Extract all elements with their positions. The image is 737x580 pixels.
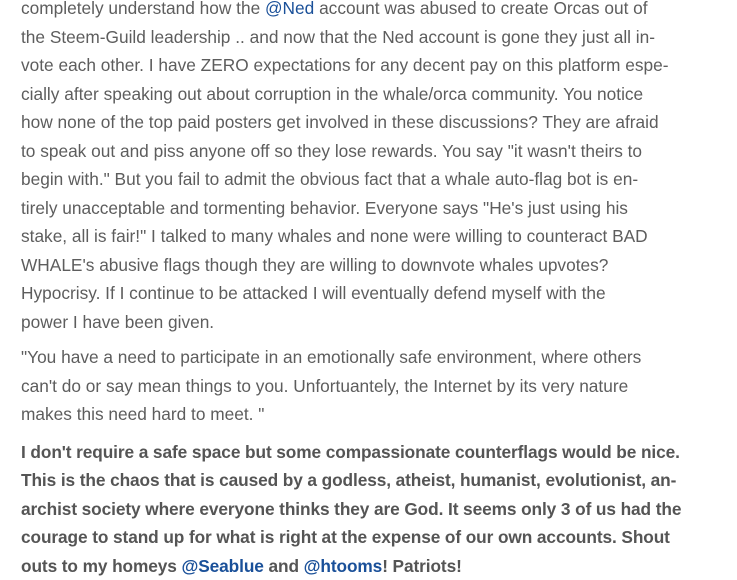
text-run: how none of the top paid posters get involved in these discussions? They are afraid bbox=[21, 112, 659, 132]
text-line bbox=[21, 80, 721, 109]
text-run: and bbox=[264, 556, 304, 576]
text-run: courage to stand up for what is right at the expense of our own accounts. Shout bbox=[21, 527, 670, 547]
text-line bbox=[21, 108, 721, 137]
text-run: vote each other. I have ZERO expectations for any decent pay on this platform espe- bbox=[21, 55, 668, 75]
text-line bbox=[21, 552, 721, 580]
text-line bbox=[21, 137, 721, 166]
text-run: cially after speaking out about corruption in the whale/orca community. You notice bbox=[21, 84, 643, 104]
text-run: makes this need hard to meet. " bbox=[21, 404, 264, 424]
text-run: archist society where everyone thinks they are God. It seems only 3 of us had the bbox=[21, 499, 681, 519]
text-run: account was abused to create Orcas out of bbox=[314, 0, 647, 18]
text-run: outs to my homeys bbox=[21, 556, 181, 576]
text-line bbox=[21, 523, 721, 552]
scrollbar-track[interactable] bbox=[732, 0, 737, 579]
text-line bbox=[21, 51, 721, 80]
text-line bbox=[21, 372, 721, 401]
text-line bbox=[21, 0, 721, 23]
text-run: the Steem-Guild leadership .. and now that the Ned account is gone they just all in- bbox=[21, 27, 655, 47]
mention-link-ned[interactable]: @Ned bbox=[265, 0, 314, 18]
text-run: This is the chaos that is caused by a godless, atheist, humanist, evolutionist, an- bbox=[21, 470, 676, 490]
text-line bbox=[21, 308, 721, 337]
paragraph-3-bold bbox=[21, 438, 721, 580]
text-line bbox=[21, 165, 721, 194]
text-run: ! Patriots! bbox=[382, 556, 462, 576]
text-run: begin with." But you fail to admit the obvious fact that a whale auto-flag bot is en- bbox=[21, 169, 638, 189]
post-body bbox=[21, 0, 721, 580]
text-run: completely understand how the bbox=[21, 0, 265, 18]
text-run: "You have a need to participate in an emotionally safe environment, where others bbox=[21, 347, 641, 367]
paragraph-2-quote bbox=[21, 343, 721, 429]
text-run: Hypocrisy. If I continue to be attacked I will eventually defend myself with the bbox=[21, 283, 606, 303]
text-line bbox=[21, 466, 721, 495]
text-line bbox=[21, 438, 721, 467]
text-run: to speak out and piss anyone off so they lose rewards. You say "it wasn't theirs to bbox=[21, 141, 642, 161]
mention-link-htooms[interactable]: @htooms bbox=[304, 556, 383, 576]
text-line bbox=[21, 495, 721, 524]
text-line bbox=[21, 23, 721, 52]
paragraph-1 bbox=[21, 0, 721, 336]
text-run: tirely unacceptable and tormenting behavior. Everyone says "He's just using his bbox=[21, 198, 628, 218]
text-line bbox=[21, 279, 721, 308]
text-run: stake, all is fair!" I talked to many whales and none were willing to counteract BAD bbox=[21, 226, 648, 246]
text-line bbox=[21, 400, 721, 429]
text-run: WHALE's abusive flags though they are willing to downvote whales upvotes? bbox=[21, 255, 608, 275]
text-line bbox=[21, 222, 721, 251]
text-line bbox=[21, 194, 721, 223]
text-line bbox=[21, 343, 721, 372]
text-run: I don't require a safe space but some compassionate counterflags would be nice. bbox=[21, 442, 680, 462]
text-run: can't do or say mean things to you. Unfortuantely, the Internet by its very nature bbox=[21, 376, 628, 396]
text-line bbox=[21, 251, 721, 280]
mention-link-seablue[interactable]: @Seablue bbox=[181, 556, 263, 576]
text-run: power I have been given. bbox=[21, 312, 214, 332]
